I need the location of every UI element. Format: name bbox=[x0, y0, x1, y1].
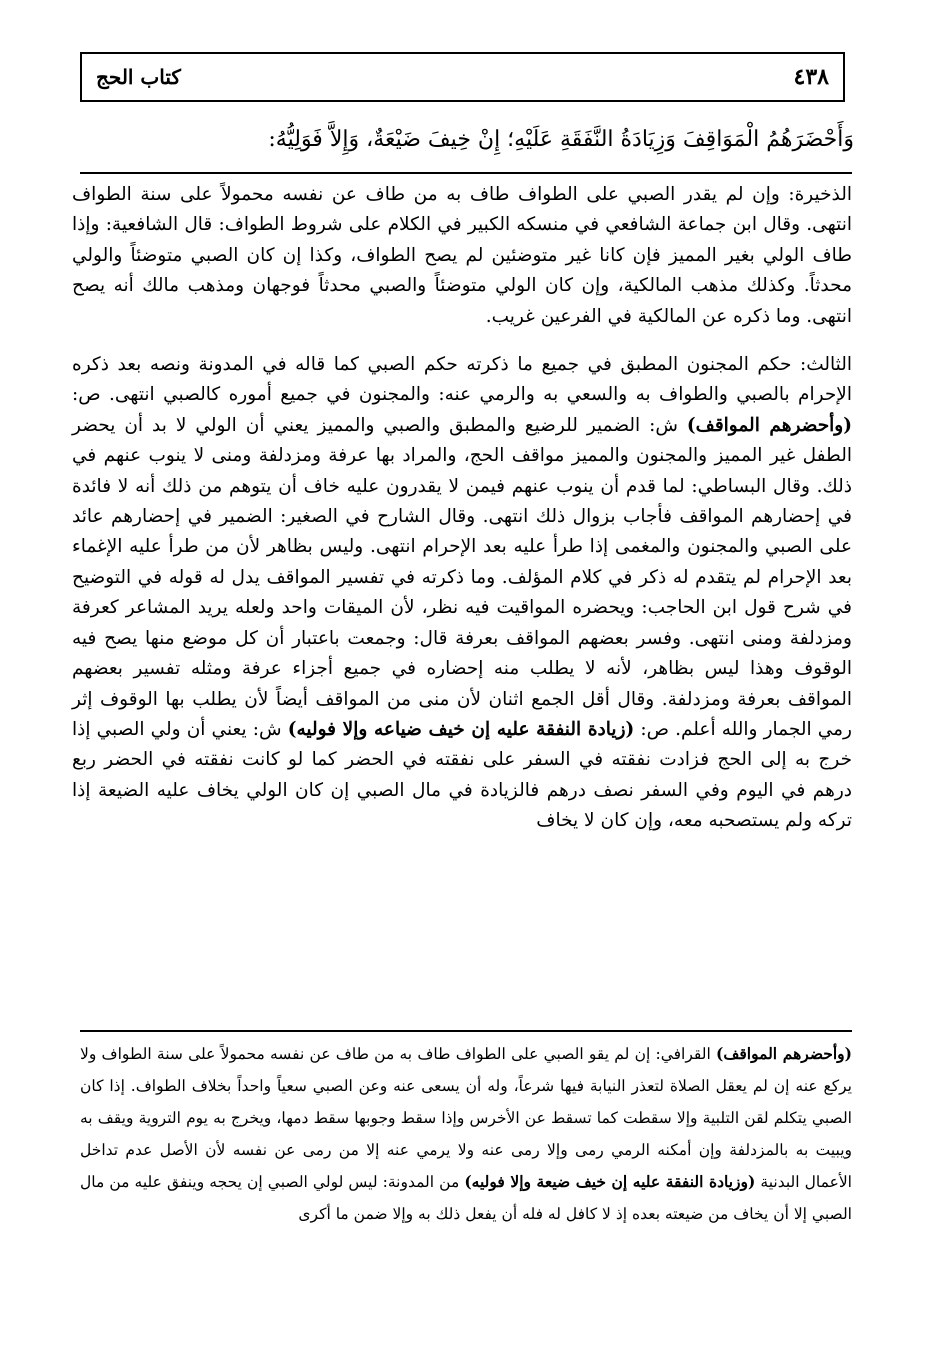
footnote-paragraph bbox=[80, 1038, 852, 1230]
book-title: كتاب الحج bbox=[96, 65, 181, 89]
commentary-text: ش: الضمير للرضيع والمطبق والصبي والمميز يعني أن الولي لا بد أن يحضر الطفل غير المميز والمجنون والمميز مواقف الحج، والمراد بها عرفة ومزدلفة ومنى لا ينوب عنهم في ذلك. وقال البساطي: لما قدم أن ينوب عنهم فيمن لا يقدرون عليه خاف أن يتوهم من ذلك أنه لا فائدة في إحضارهم المواقف فأجاب بزوال ذلك انتهى. وقال الشارح في الصغير: الضمير في إحضارهم عائد على الصبي والمجنون والمغمى إذا طرأ عليه بعد الإحرام انتهى. وليس بظاهر لأن من طرأ عليه الإغماء بعد الإحرام لم يتقدم له ذكر في كلام المؤلف. وما ذكرته في تفسير المواقف يدل له قوله في التوضيح في شرح قول ابن الحاجب: ويحضره المواقيت فيه نظر، لأن الميقات واحد ولعله يريد المشاعر كعرفة ومزدلفة ومنى انتهى. وفسر بعضهم المواقف بعرفة قال: وجمعت باعتبار أن كل موضع منها يصح فيه الوقوف وهذا ليس بظاهر، لأنه لا يطلب منه إحضاره في جميع أجزاء عرفة ومثله تفسير بعضهم المواقف بعرفة ومزدلفة. وقال أقل الجمع اثنان لأن منى من المواقف أيضاً لأن يطلب بها الوقوف إثر رمي الجمار والله أعلم. ص: bbox=[72, 414, 852, 740]
footnote-section bbox=[80, 1038, 852, 1230]
matn-text: وَأَحْضَرَهُمُ الْمَوَاقِفَ وَزِيَادَةُ النَّفَقَةِ عَلَيْهِ؛ إِنْ خِيفَ ضَيْعَةٌ، وَإِلاَّ فَوَلِيُّهُ: bbox=[268, 127, 854, 152]
footnote-text: القرافي: إن لم يقو الصبي على الطواف طاف به من طاف عن نفسه محمولاً على سنة الطواف ولا يركع عنه إن لم يعقل الصلاة لتعذر النيابة فيها شرعاً، وله أن يسعى عنه وعن الصبي سعياً واحداً بخلاف الطواف. إذا كان الصبي يتكلم لقن التلبية وإلا سقطت كما تسقط عن الأخرس وإذا سقط وجوبها سقط دمها، ويخرج به يوم التروية ويقف به ويبيت به بالمزدلفة وإن أمكنه الرمي رمى وإلا رمى عنه ولا يرمي عنه إلا من رمى عن نفسه لأن الأصل عدم تداخل الأعمال البدنية bbox=[80, 1045, 852, 1191]
commentary-body bbox=[72, 180, 852, 837]
page-header bbox=[80, 52, 845, 102]
matn-quote: (زيادة النفقة عليه إن خيف ضياعه وإلا فوليه) bbox=[287, 718, 635, 740]
footnote-divider bbox=[80, 1030, 852, 1032]
commentary-paragraph-1: الذخيرة: وإن لم يقدر الصبي على الطواف طاف به من طاف عن نفسه محمولاً على سنة الطواف انتهى. وقال ابن جماعة الشافعي في منسكه الكبير في الكلام على شروط الطواف: قال الشافعية: وإذا طاف الولي بغير المميز فإن كانا غير متوضئين لم يصح الطواف، وكذا إن كان الصبي متوضئاً والولي محدثاً. وكذلك مذهب المالكية، وإن كان الولي متوضئاً والصبي محدثاً فوجهان ومذهب مالك أنه يصح انتهى. وما ذكره عن المالكية في الفرعين غريب. bbox=[72, 184, 852, 327]
matn-quote: (وأحضرهم المواقف) bbox=[686, 414, 852, 436]
commentary-text: ش: يعني أن ولي الصبي إذا خرج به إلى الحج فزادت نفقته في السفر على نفقته في الحضر كما لو كانت نفقته في الحضر ربع درهم في اليوم وفي السفر نصف درهم فالزيادة في مال الصبي إن كان الولي يخاف عليه الضيعة إذا تركه ولم يستصحبه معه، وإن كان لا يخاف bbox=[72, 718, 852, 832]
footnote-heading: (وأحضرهم المواقف) bbox=[716, 1044, 852, 1063]
footnote-heading: (وزيادة النفقة عليه إن خيف ضيعة وإلا فوليه) bbox=[464, 1172, 756, 1191]
commentary-paragraph-2 bbox=[72, 350, 852, 837]
commentary-text: الثالث: حكم المجنون المطبق في جميع ما ذكرته حكم الصبي كما قاله في المدونة ونصه بعد ذكره الإحرام بالصبي والطواف به والسعي به والرمي عنه: والمجنون في جميع أموره كالصبي انتهى. ص: bbox=[72, 354, 852, 406]
footnote-text: من المدونة: ليس لولي الصبي إن يحجه وينفق عليه من مال الصبي إلا أن يخاف من ضيعته بعده إذ لا كافل له فله أن يفعل ذلك به وإلا ضمن ما أكرى bbox=[80, 1173, 852, 1223]
page-number: ٤٣٨ bbox=[793, 64, 829, 90]
top-divider bbox=[80, 172, 852, 174]
